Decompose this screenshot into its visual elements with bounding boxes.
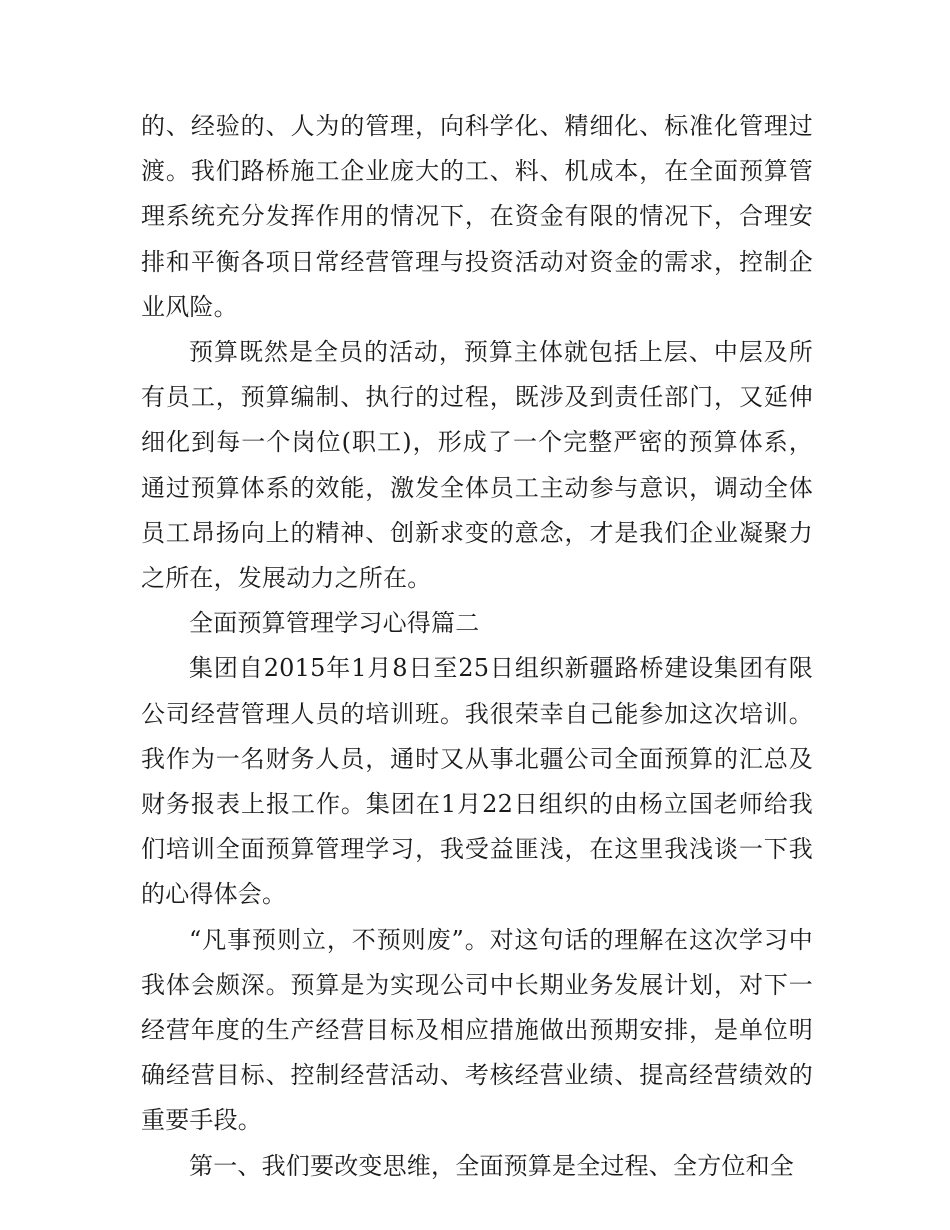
body-paragraph-5: 第一、我们要改变思维，全面预算是全过程、全方位和全 (189, 1151, 794, 1180)
body-paragraph-2: 预算既然是全员的活动，预算主体就包括上层、中层及所有员工，预算编制、执行的过程，既涉及到责任部门，又延伸细化到每一个岗位(职工)，形成了一个完整严密的预算体系，通过预算体系的效能，激发全体员工主动参与意识，调动全体员工昂扬向上的精神、创新求变的意念，才是我们企业凝聚力之所在，发展动力之所在。 (141, 338, 813, 593)
body-paragraph-1: 的、经验的、人为的管理，向科学化、精细化、标准化管理过渡。我们路桥施工企业庞大的工、料、机成本，在全面预算管理系统充分发挥作用的情况下，在资金有限的情况下，合理安排和平衡各项日常经营管理与投资活动对资金的需求，控制企业风险。 (141, 112, 813, 321)
document-page (141, 104, 813, 1189)
section-heading: 全面预算管理学习心得篇二 (189, 609, 480, 638)
body-paragraph-4: “凡事预则立，不预则废”。对这句话的理解在这次学习中我体会颇深。预算是为实现公司中长期业务发展计划，对下一经营年度的生产经营目标及相应措施做出预期安排，是单位明确经营目标、控制经营活动、考核经营业绩、提高经营绩效的重要手段。 (141, 925, 813, 1135)
body-paragraph-3: 集团自2015年1月8日至25日组织新疆路桥建设集团有限公司经营管理人员的培训班。我很荣幸自己能参加这次培训。我作为一名财务人员，通时又从事北疆公司全面预算的汇总及财务报表上报工作。集团在1月22日组织的由杨立国老师给我们培训全面预算管理学习，我受益匪浅，在这里我浅谈一下我的心得体会。 (141, 654, 813, 909)
